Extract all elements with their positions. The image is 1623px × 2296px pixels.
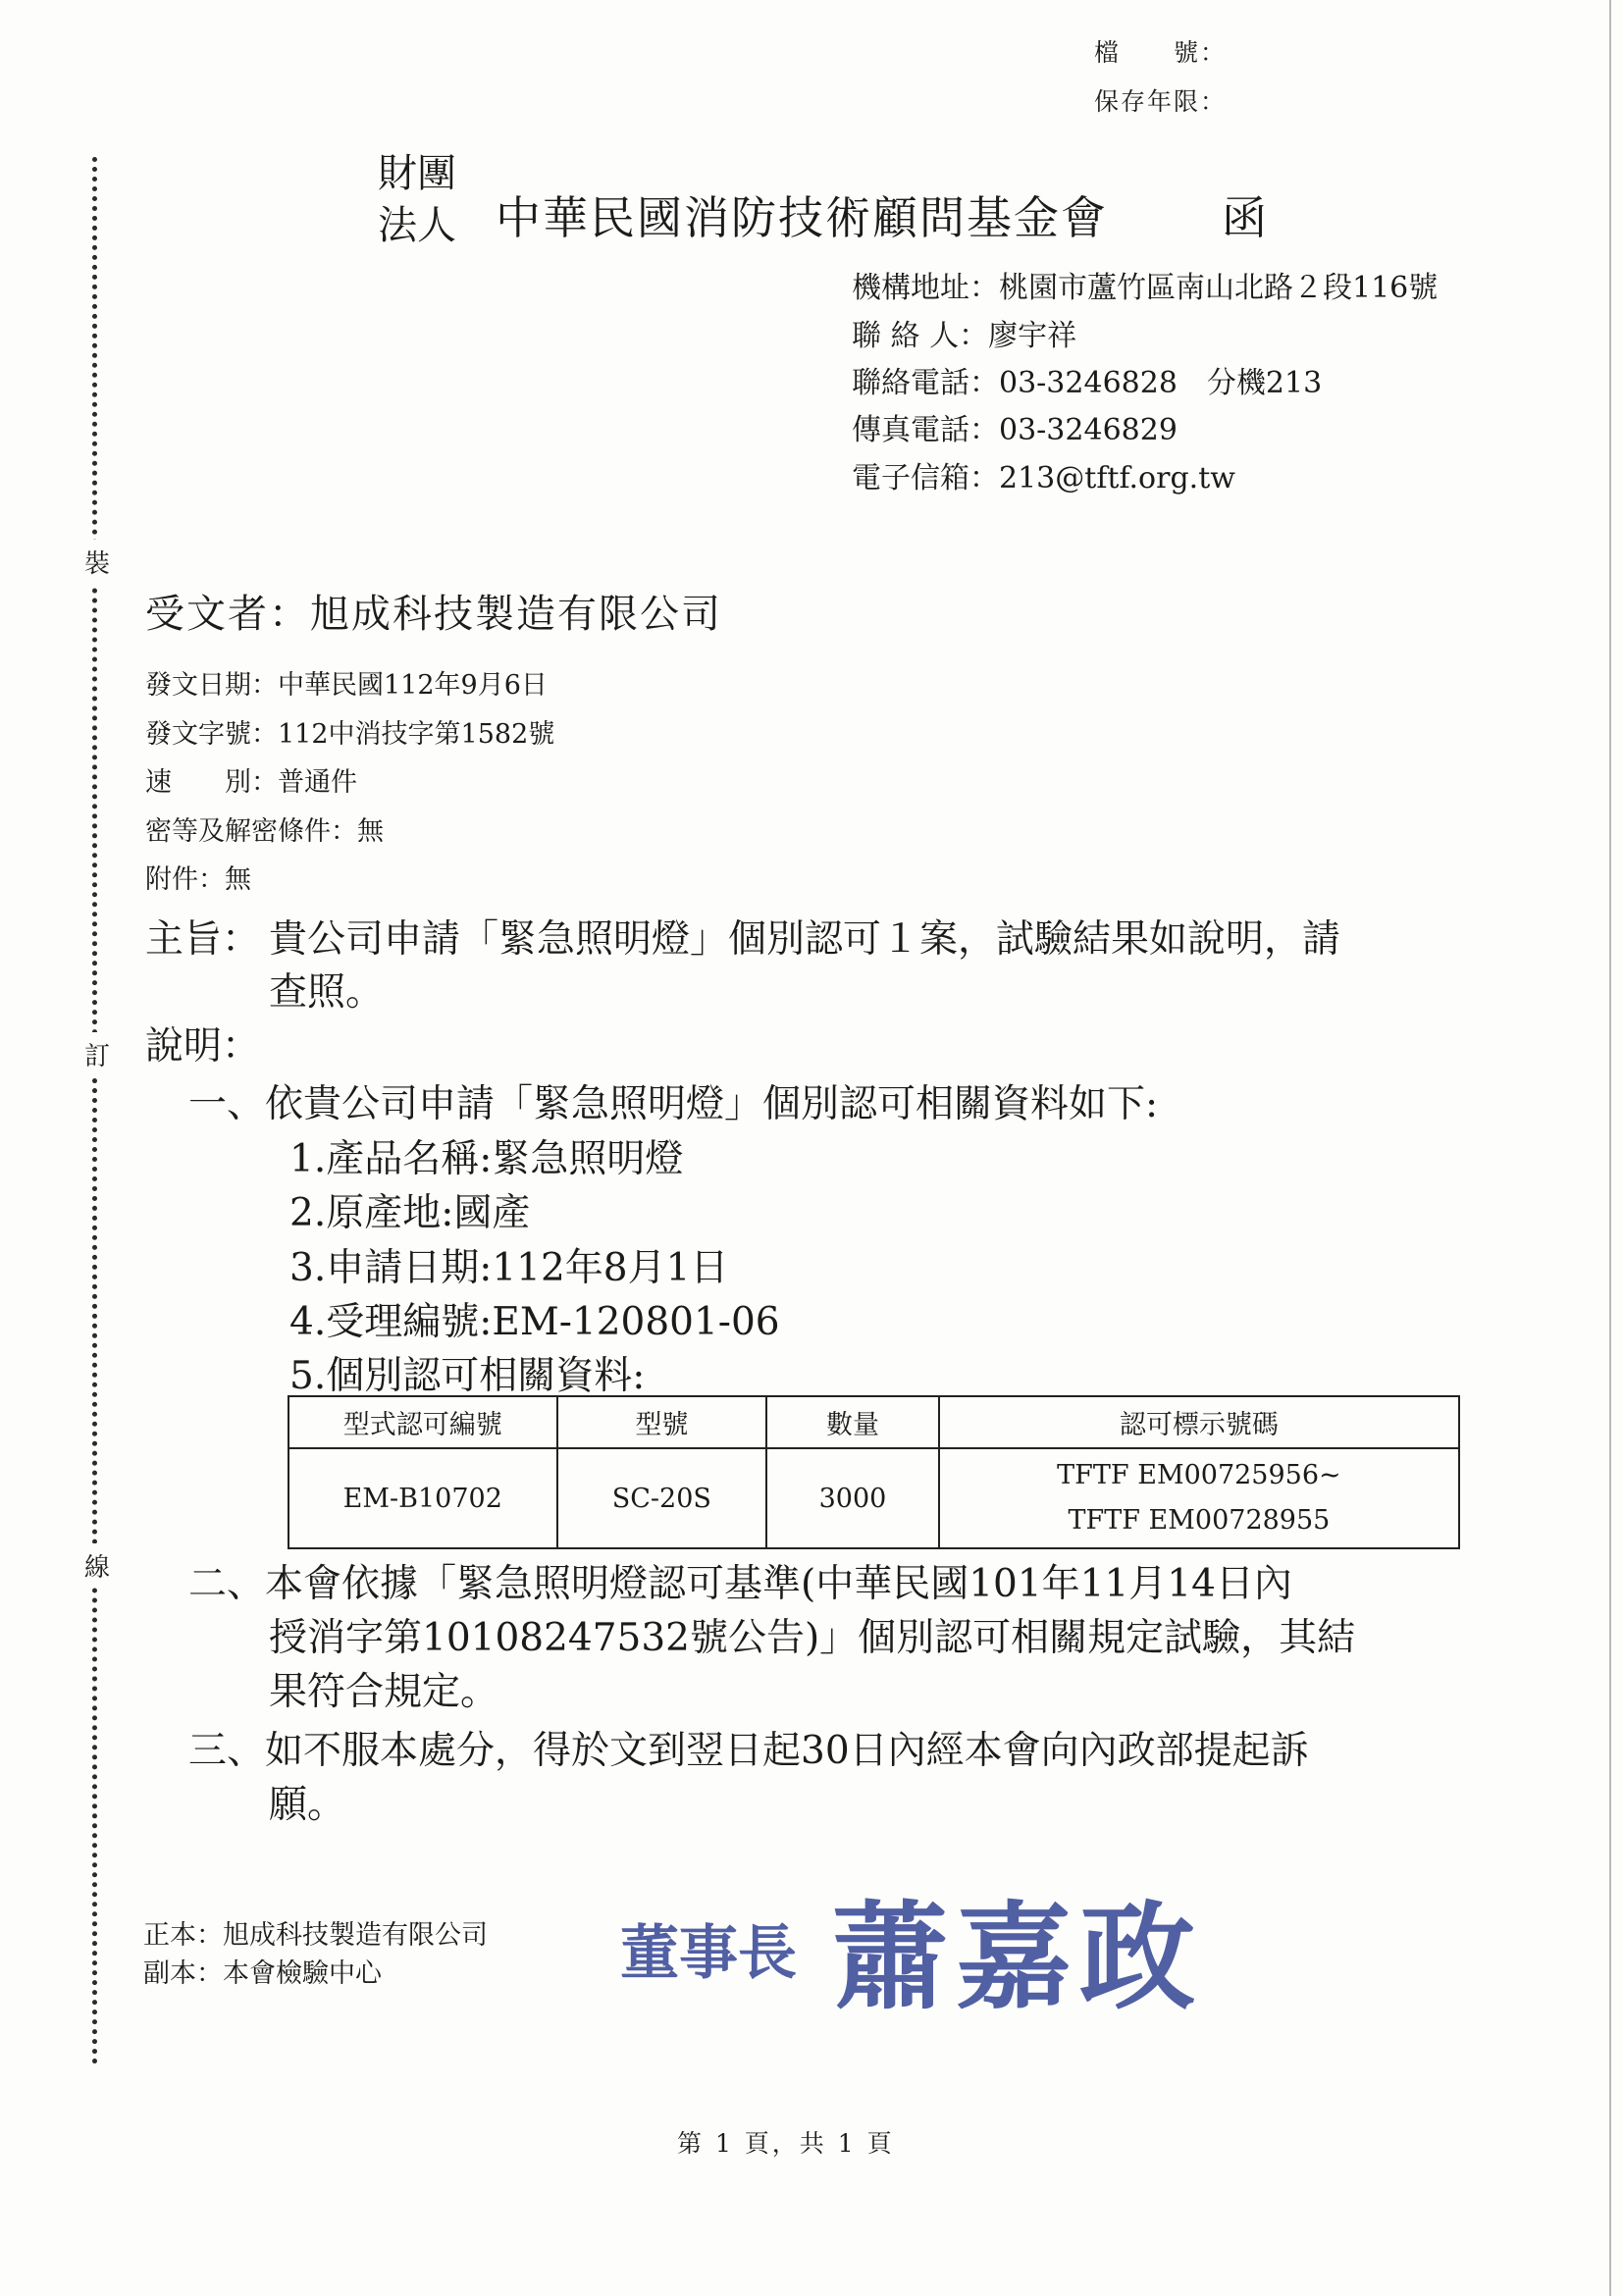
marks-end: TFTF EM00728955	[1068, 1505, 1331, 1536]
copy-recipient: 副本：本會檢驗中心	[143, 1958, 382, 1989]
email-label: 電子信箱：	[852, 461, 999, 496]
file-number-label: 檔 號：	[1094, 38, 1228, 67]
model-cell: SC-20S	[557, 1448, 767, 1548]
person-label: 聯 絡 人：	[852, 319, 989, 353]
contact-person	[852, 311, 1076, 354]
table-header-cell: 數量	[766, 1396, 939, 1448]
marks-start: TFTF EM00725956~	[1057, 1460, 1341, 1490]
acceptance-number: 4.受理編號:EM-120801-06	[289, 1300, 780, 1344]
fax-label: 傳真電話：	[852, 413, 999, 447]
address-label: 機構地址：	[852, 271, 999, 305]
origin: 2.原產地:國產	[289, 1191, 531, 1235]
address-value: 桃園市蘆竹區南山北路２段116號	[999, 271, 1439, 305]
original-recipient: 正本：旭成科技製造有限公司	[143, 1920, 488, 1951]
org-prefix-line2: 法人	[378, 203, 456, 248]
subject-label: 主旨：	[145, 917, 261, 962]
subject-line-1: 貴公司申請「緊急照明燈」個別認可１案，試驗結果如說明，請	[269, 917, 1341, 962]
chairman-signature-stamp: 蕭嘉政	[832, 1889, 1204, 2025]
quantity-cell: 3000	[766, 1448, 939, 1548]
contact-email	[852, 453, 1235, 496]
application-date: 3.申請日期:112年8月1日	[289, 1246, 729, 1290]
table-header-cell: 型式認可編號	[288, 1396, 557, 1448]
explanation-label: 說明：	[145, 1024, 261, 1069]
binding-mark-ding: 訂	[84, 1032, 110, 1076]
page-number: 第 1 頁，共 1 頁	[677, 2129, 895, 2158]
secrecy-level: 密等及解密條件：無	[145, 816, 384, 847]
document-number: 發文字號：112中消技字第1582號	[145, 719, 555, 750]
page-edge	[1609, 0, 1611, 2296]
binding-dotted-line	[92, 157, 97, 2065]
subject-line-2: 查照。	[269, 970, 385, 1015]
issue-date: 發文日期：中華民國112年9月6日	[145, 670, 548, 701]
fax-value: 03-3246829	[999, 413, 1178, 447]
table-row	[288, 1448, 1459, 1548]
recipient: 受文者：旭成科技製造有限公司	[145, 592, 722, 637]
org-name: 中華民國消防技術顧問基金會	[496, 191, 1108, 244]
approval-number-cell: EM-B10702	[288, 1448, 557, 1548]
attachments: 附件：無	[145, 864, 251, 895]
approval-data-heading: 5.個別認可相關資料:	[289, 1354, 646, 1398]
explanation-item-1: 一、依貴公司申請「緊急照明燈」個別認可相關資料如下:	[188, 1082, 1159, 1126]
contact-phone	[852, 358, 1322, 401]
explanation-item-3-line-1: 三、如不服本處分，得於文到翌日起30日內經本會向內政部提起訴	[188, 1729, 1309, 1773]
binding-mark-zhuang: 裝	[84, 540, 110, 584]
explanation-item-2-line-1: 二、本會依據「緊急照明燈認可基準(中華民國101年11月14日內	[188, 1562, 1292, 1606]
chairman-title-stamp: 董事長	[620, 1919, 797, 1988]
explanation-item-2-line-2: 授消字第10108247532號公告)」個別認可相關規定試驗，其結	[269, 1616, 1356, 1660]
table-header-row	[288, 1396, 1459, 1448]
retention-period-label: 保存年限：	[1094, 87, 1228, 116]
org-prefix-line1: 財團	[378, 151, 456, 196]
approval-marks-cell	[939, 1448, 1459, 1548]
table-header-cell: 認可標示號碼	[939, 1396, 1459, 1448]
phone-label: 聯絡電話：	[852, 366, 999, 400]
table-header-cell: 型號	[557, 1396, 767, 1448]
delivery-speed: 速 別：普通件	[145, 767, 357, 798]
phone-value: 03-3246828 分機213	[999, 366, 1323, 400]
binding-mark-xian: 線	[84, 1543, 110, 1588]
approval-data-table	[288, 1395, 1460, 1549]
explanation-item-2-line-3: 果符合規定。	[269, 1670, 499, 1714]
person-value: 廖宇祥	[988, 319, 1077, 353]
contact-address	[852, 263, 1438, 306]
contact-fax	[852, 405, 1178, 448]
product-name: 1.產品名稱:緊急照明燈	[289, 1137, 684, 1181]
document-type: 函	[1222, 191, 1269, 244]
explanation-item-3-line-2: 願。	[269, 1783, 346, 1827]
email-value: 213@tftf.org.tw	[999, 461, 1235, 496]
